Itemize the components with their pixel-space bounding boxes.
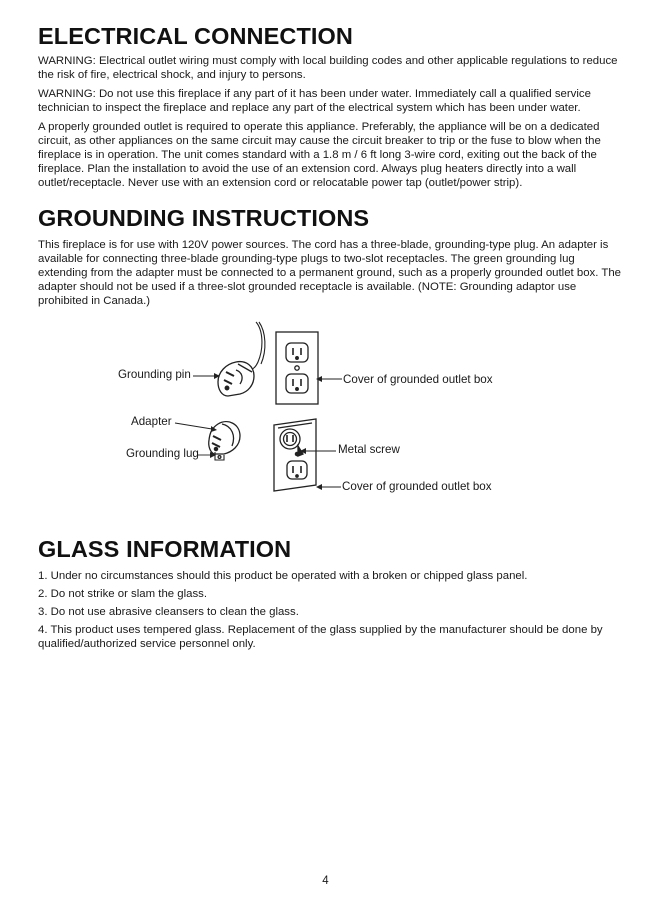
glass-item-1: 1. Under no circumstances should this product be operated with a broken or chipped glass panel. — [38, 570, 528, 582]
electrical-body: A properly grounded outlet is required to operate this appliance. Preferably, the appliance will be on a dedicated circuit, as other appliances on the same circuit may cause the circuit breaker to trip or the fuse to blow when the fireplace is in operation. The unit comes standard with a 1.8 m / 6 ft long 3-wire cord, exiting out the back of the fireplace. Plan the installation to avoid the use of an extension cord. Always plug heaters directly into a wall outlet/receptacle. Never use with an extension cord or relocatable power tap (outlet/power strip). — [38, 121, 601, 189]
electrical-warning-1: WARNING: Electrical outlet wiring must comply with local building codes and other applicable regulations to reduce the risk of fire, electrical shock, and injury to persons. — [38, 55, 618, 81]
label-cover-bottom: Cover of grounded outlet box — [342, 480, 492, 493]
label-metal-screw: Metal screw — [338, 443, 400, 456]
label-grounding-lug: Grounding lug — [126, 447, 199, 460]
outlet-cover-top-icon — [276, 332, 318, 404]
label-adapter: Adapter — [131, 415, 172, 428]
grounding-body: This fireplace is for use with 120V power sources. The cord has a three-blade, grounding-type plug. An adapter is available for connecting three-blade grounding-type plugs to two-slot receptacles. The green grounding lug extending from the adapter must be connected to a permanent ground, such as a properly grounded outlet box. The adapter should not be used if a three-slot grounded receptacle is available. (NOTE: Grounding adaptor use prohibited in Canada.) — [38, 239, 621, 307]
label-grounding-pin: Grounding pin — [118, 368, 191, 381]
electrical-warning-2: WARNING: Do not use this fireplace if any part of it has been under water. Immediately call a qualified service technician to inspect the fireplace and replace any part of the electrical system which has been under water. — [38, 88, 591, 114]
grounding-heading: GROUNDING INSTRUCTIONS — [38, 205, 370, 231]
electrical-heading: ELECTRICAL CONNECTION — [38, 23, 354, 49]
glass-item-2: 2. Do not strike or slam the glass. — [38, 588, 208, 600]
page-number: 4 — [322, 875, 329, 887]
label-cover-top: Cover of grounded outlet box — [343, 373, 493, 386]
glass-heading: GLASS INFORMATION — [38, 536, 292, 562]
glass-item-3: 3. Do not use abrasive cleansers to clean the glass. — [38, 606, 299, 618]
three-prong-plug-icon — [218, 322, 265, 396]
glass-item-4: 4. This product uses tempered glass. Replacement of the glass supplied by the manufacturer should be done by qualified/authorized service personnel only. — [38, 624, 603, 650]
outlet-with-adapter-icon — [274, 419, 316, 491]
